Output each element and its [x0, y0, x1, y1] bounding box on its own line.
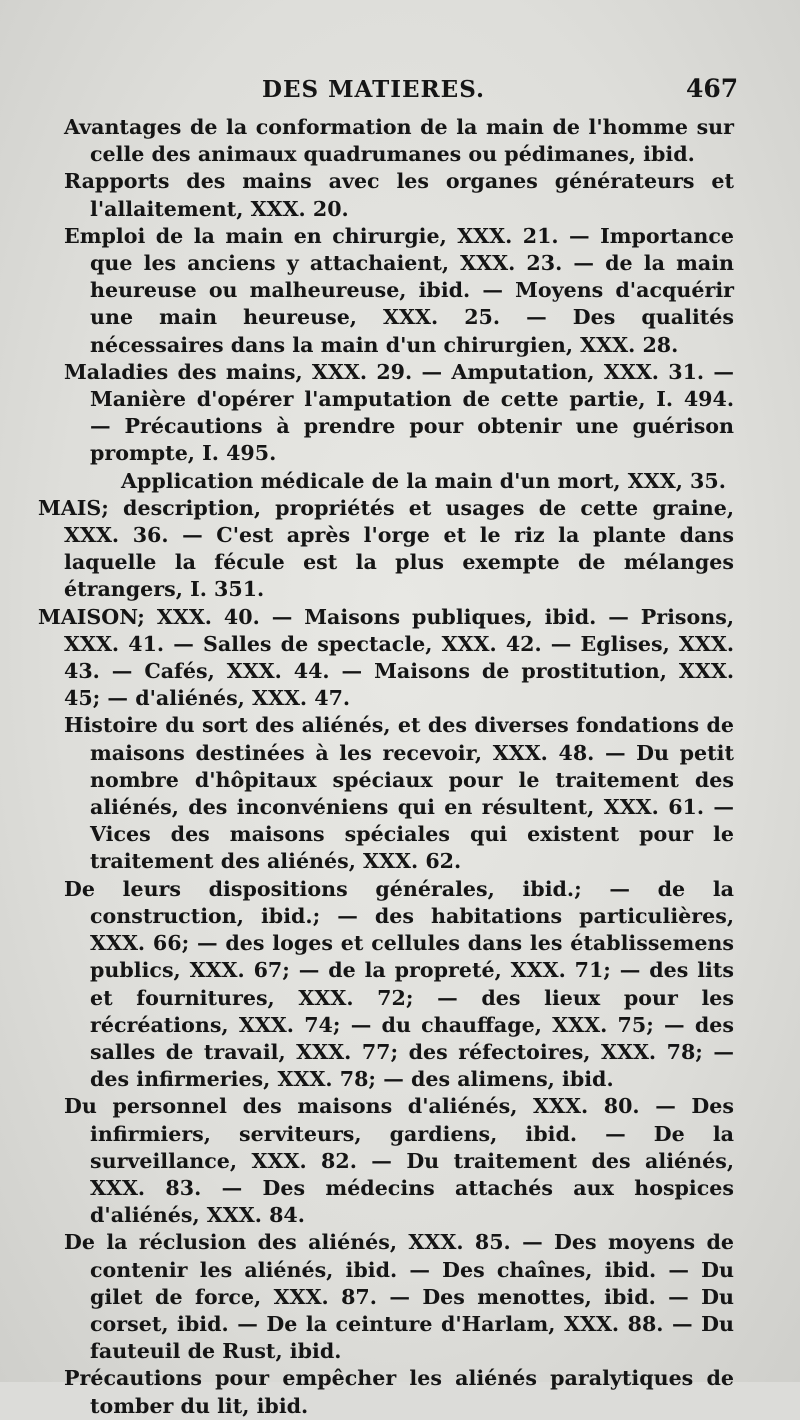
index-entry: Du personnel des maisons d'aliénés, XXX. 80. — Des infirmiers, serviteurs, gardiens, ibid. — De la surveillance, XXX. 82. — Du traitement des aliénés, XXX. 83. — Des médecins attachés aux hospices d'aliénés, XXX. 84.: [64, 1094, 734, 1228]
running-head: DES MATIERES.: [262, 76, 485, 103]
page-header: [0, 76, 800, 112]
index-entry: De leurs dispositions générales, ibid.; — de la construction, ibid.; — des habitations particulières, XXX. 66; — des loges et cellules dans les établissemens publics, XXX. 67; — de la propreté, XXX. 71; — des lits et fournitures, XXX. 72; — des lieux pour les récréations, XXX. 74; — du chauffage, XXX. 75; — des salles de travail, XXX. 77; des réfectoires, XXX. 78; — des infirmeries, XXX. 78; — des alimens, ibid.: [64, 876, 734, 1092]
index-entry: Rapports des mains avec les organes générateurs et l'allaitement, XXX. 20.: [64, 169, 734, 221]
index-entry: Application médicale de la main d'un mort, XXX, 35.: [121, 468, 726, 493]
index-entry: Histoire du sort des aliénés, et des diverses fondations de maisons destinées à les recevoir, XXX. 48. — Du petit nombre d'hôpitaux spéciaux pour le traitement des aliénés, des inconvéniens qui en résultent, XXX. 61. — Vices des maisons spéciales qui existent pour le traitement des aliénés, XXX. 62.: [64, 713, 734, 874]
page-number: 467: [686, 74, 739, 103]
index-entry: Avantages de la conformation de la main de l'homme sur celle des animaux quadrumanes ou pédimanes, ibid.: [64, 115, 734, 167]
index-entry: Emploi de la main en chirurgie, XXX. 21. — Importance que les anciens y attachaient, XXX. 23. — de la main heureuse ou malheureuse, ibid. — Moyens d'acquérir une main heureuse, XXX. 25. — Des qualités nécessaires dans la main d'un chirurgien, XXX. 28.: [64, 223, 734, 357]
index-entry: Précautions pour empêcher les aliénés paralytiques de tomber du lit, ibid.: [64, 1366, 734, 1418]
index-headword-entry: MAIS; description, propriétés et usages de cette graine, XXX. 36. — C'est après l'orge et le riz la plante dans laquelle la fécule est la plus exempte de mélanges étrangers, I. 351.: [38, 495, 734, 602]
index-headword-entry: MAISON; XXX. 40. — Maisons publiques, ibid. — Prisons, XXX. 41. — Salles de spectacle, XXX. 42. — Eglises, XXX. 43. — Cafés, XXX. 44. — Maisons de prostitution, XXX. 45; — d'aliénés, XXX. 47.: [38, 604, 734, 711]
index-entry: De la réclusion des aliénés, XXX. 85. — Des moyens de contenir les aliénés, ibid. — Des chaînes, ibid. — Du gilet de force, XXX. 87. — Des menottes, ibid. — Du corset, ibid. — De la ceinture d'Harlam, XXX. 88. — Du fauteuil de Rust, ibid.: [64, 1230, 734, 1364]
index-body: [38, 114, 734, 1420]
index-entry: Maladies des mains, XXX. 29. — Amputation, XXX. 31. — Manière d'opérer l'amputation de cette partie, I. 494. — Précautions à prendre pour obtenir une guérison prompte, I. 495.: [64, 359, 734, 466]
